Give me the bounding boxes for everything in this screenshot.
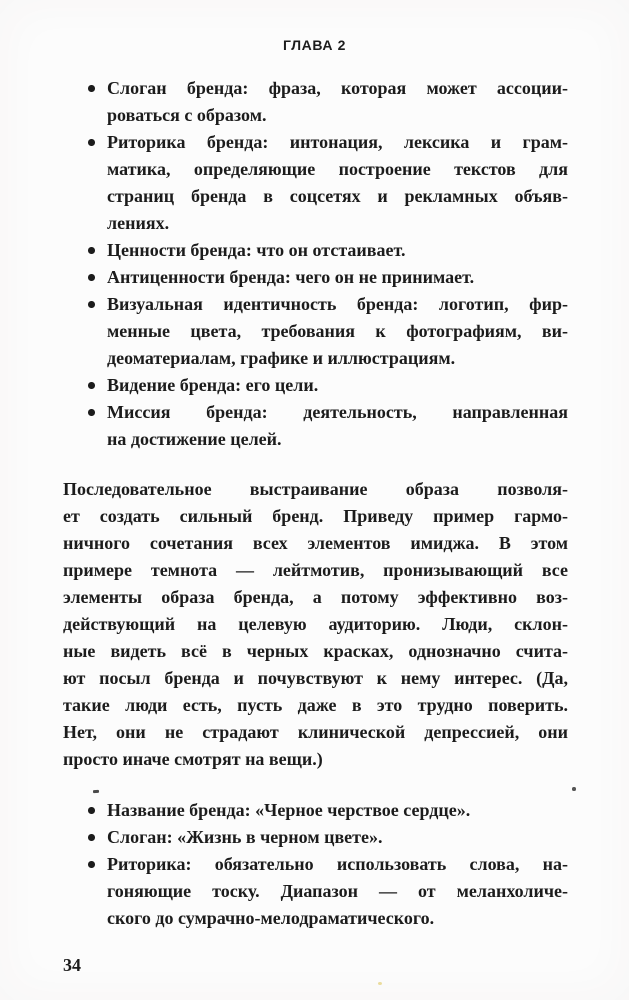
bullet-icon xyxy=(88,237,107,254)
dark-brand-example-list xyxy=(88,797,568,932)
list-item-text xyxy=(107,372,568,399)
list-item xyxy=(88,399,568,453)
text-line: элементы образа бренда, а потому эффективно воз- xyxy=(63,587,568,607)
text-line: Название бренда: «Черное черствое сердце». xyxy=(107,800,471,820)
list-item-text xyxy=(107,129,568,237)
list-item xyxy=(88,237,568,264)
list-item-text xyxy=(107,291,568,372)
list-item xyxy=(88,851,568,932)
text-line: ют посыл бренда и почувствуют к нему интерес. (Да, xyxy=(63,668,568,688)
text-line: Ценности бренда: что он отстаивает. xyxy=(107,240,406,260)
text-line: Миссия бренда: деятельность, направленная xyxy=(107,402,568,422)
list-item-text xyxy=(107,851,568,932)
text-line: ные видеть всё в черных красках, однозначно счита- xyxy=(63,641,568,661)
text-line: гоняющие тоску. Диапазон — от меланхоличе- xyxy=(107,881,568,901)
bullet-icon xyxy=(88,399,107,416)
bullet-icon xyxy=(88,264,107,281)
body-paragraph xyxy=(63,476,568,773)
text-line: Антиценности бренда: чего он не принимает. xyxy=(107,267,475,287)
text-line: ского до сумрачно-мелодраматического. xyxy=(107,908,435,928)
text-line: такие люди есть, пусть даже в это трудно поверить. xyxy=(63,695,568,715)
list-item xyxy=(88,75,568,129)
text-line: Последовательное выстраивание образа позволя- xyxy=(63,479,568,499)
list-item xyxy=(88,824,568,851)
text-line: Визуальная идентичность бренда: логотип, фир- xyxy=(107,294,568,314)
chapter-header: ГЛАВА 2 xyxy=(283,37,346,53)
text-line: Нет, они не страдают клинической депрессией, они xyxy=(63,722,568,742)
bullet-icon xyxy=(88,851,107,868)
bullet-icon xyxy=(88,824,107,841)
list-item xyxy=(88,797,568,824)
bullet-icon xyxy=(88,797,107,814)
text-line: роваться с образом. xyxy=(107,105,267,125)
list-item xyxy=(88,264,568,291)
scan-speck-yellow xyxy=(378,982,382,985)
text-line: лениях. xyxy=(107,213,170,233)
brand-attributes-list xyxy=(88,75,568,453)
list-item-text xyxy=(107,797,568,824)
text-line: Риторика бренда: интонация, лексика и грам- xyxy=(107,132,568,152)
text-line: просто иначе смотрят на вещи.) xyxy=(63,749,323,769)
text-line: действующий на целевую аудиторию. Люди, склон- xyxy=(63,614,568,634)
list-item-text xyxy=(107,399,568,453)
text-line: менные цвета, требования к фотографиям, ви- xyxy=(107,321,568,341)
text-line: ничного сочетания всех элементов имиджа. В этом xyxy=(63,533,568,553)
bullet-icon xyxy=(88,75,107,92)
list-item xyxy=(88,291,568,372)
scan-speck-dash xyxy=(93,790,99,793)
bullet-icon xyxy=(88,372,107,389)
list-item-text xyxy=(107,237,568,264)
list-item-text xyxy=(107,75,568,129)
list-item xyxy=(88,129,568,237)
text-line: на достижение целей. xyxy=(107,429,282,449)
scan-speck-dot xyxy=(572,787,576,791)
text-line: Слоган: «Жизнь в черном цвете». xyxy=(107,827,383,847)
list-item-text xyxy=(107,264,568,291)
bullet-icon xyxy=(88,291,107,308)
text-line: страниц бренда в соцсетях и рекламных объяв- xyxy=(107,186,568,206)
text-line: ет создать сильный бренд. Приведу пример гармо- xyxy=(63,506,568,526)
text-line: матика, определяющие построение текстов для xyxy=(107,159,568,179)
text-line: Риторика: обязательно использовать слова, на- xyxy=(107,854,568,874)
bullet-icon xyxy=(88,129,107,146)
text-line: Слоган бренда: фраза, которая может ассоции- xyxy=(107,78,568,98)
text-line: Видение бренда: его цели. xyxy=(107,375,319,395)
list-item xyxy=(88,372,568,399)
text-line: деоматериалам, графике и иллюстрациям. xyxy=(107,348,456,368)
list-item-text xyxy=(107,824,568,851)
text-line: примере темнота — лейтмотив, пронизывающий все xyxy=(63,560,568,580)
page-number: 34 xyxy=(63,955,81,975)
